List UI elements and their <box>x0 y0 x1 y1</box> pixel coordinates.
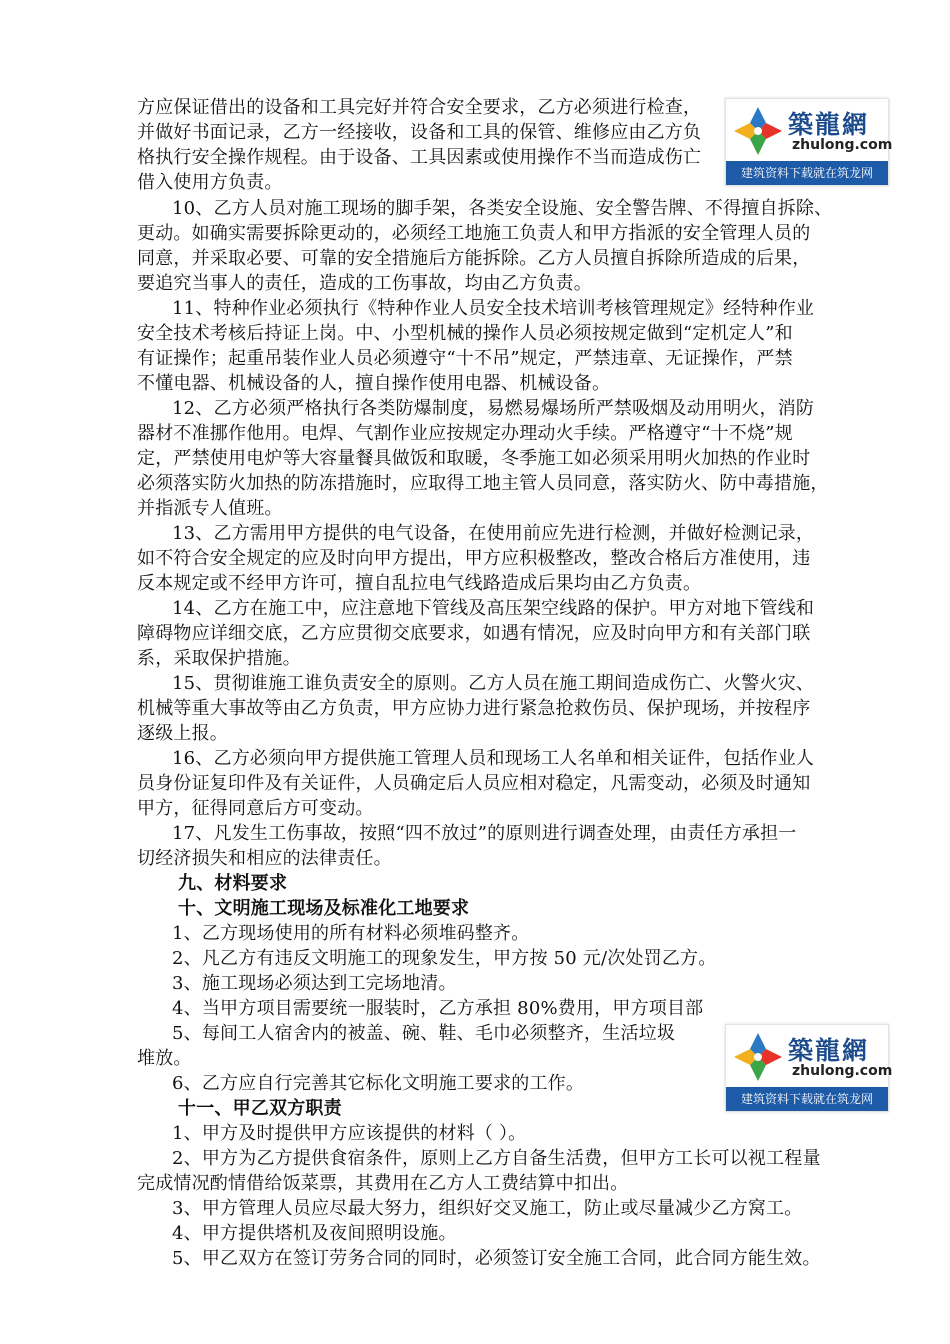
text-line: 堆放。 <box>137 1048 192 1069</box>
text-line: 4、当甲方项目需要统一服装时，乙方承担 80%费用，甲方项目部 <box>172 998 704 1019</box>
text-line: 格执行安全操作规程。由于设备、工具因素或使用操作不当而造成伤亡 <box>137 147 702 168</box>
text-line: 11、特种作业必须执行《特种作业人员安全技术培训考核管理规定》经特种作业 <box>172 298 815 319</box>
text-line: 要追究当事人的责任，造成的工伤事故，均由乙方负责。 <box>137 273 592 294</box>
section-heading: 十一、甲乙双方职责 <box>178 1098 342 1119</box>
text-line: 如不符合安全规定的应及时向甲方提出，甲方应积极整改，整改合格后方准使用，违 <box>137 548 811 569</box>
text-line: 反本规定或不经甲方许可，擅自乱拉电气线路造成后果均由乙方负责。 <box>137 573 702 594</box>
zhulong-watermark <box>725 1024 893 1112</box>
text-line: 障碍物应详细交底，乙方应贯彻交底要求，如遇有情况，应及时向甲方和有关部门联 <box>137 623 811 644</box>
text-line: 2、凡乙方有违反文明施工的现象发生，甲方按 50 元/次处罚乙方。 <box>172 948 717 969</box>
section-heading: 十、文明施工现场及标准化工地要求 <box>178 898 470 919</box>
text-line: 10、乙方人员对施工现场的脚手架，各类安全设施、安全警告牌、不得擅自拆除、 <box>172 198 833 219</box>
text-line: 14、乙方在施工中，应注意地下管线及高压架空线路的保护。甲方对地下管线和 <box>172 598 815 619</box>
watermark-brand-cn: 築龍網 <box>788 1036 870 1065</box>
zhulong-watermark <box>725 98 893 186</box>
text-line: 不懂电器、机械设备的人，擅自操作使用电器、机械设备。 <box>137 373 611 394</box>
text-line: 并指派专人值班。 <box>137 498 283 519</box>
text-line: 更动。如确实需要拆除更动的，必须经工地施工负责人和甲方指派的安全管理人员的 <box>137 223 811 244</box>
text-line: 12、乙方必须严格执行各类防爆制度，易燃易爆场所严禁吸烟及动用明火，消防 <box>172 398 815 419</box>
text-line: 1、甲方及时提供甲方应该提供的材料（ ）。 <box>172 1123 527 1144</box>
text-line: 员身份证复印件及有关证件，人员确定后人员应相对稳定，凡需变动，必须及时通知 <box>137 773 811 794</box>
text-line: 切经济损失和相应的法律责任。 <box>137 848 392 869</box>
watermark-brand-cn: 築龍網 <box>788 110 870 139</box>
watermark-slogan: 建筑资料下载就在筑龙网 <box>726 161 888 185</box>
text-line: 2、甲方为乙方提供食宿条件，原则上乙方自备生活费，但甲方工长可以视工程量 <box>172 1148 821 1169</box>
text-line: 方应保证借出的设备和工具完好并符合安全要求，乙方必须进行检查， <box>137 97 702 118</box>
text-line: 机械等重大事故等由乙方负责，甲方应协力进行紧急抢救伤员、保护现场，并按程序 <box>137 698 811 719</box>
section-heading: 九、材料要求 <box>178 873 288 894</box>
text-line: 17、凡发生工伤事故，按照“四不放过”的原则进行调查处理，由责任方承担一 <box>172 823 797 844</box>
text-line: 同意，并采取必要、可靠的安全措施后方能拆除。乙方人员擅自拆除所造成的后果， <box>137 248 811 269</box>
text-line: 3、施工现场必须达到工完场地清。 <box>172 973 457 994</box>
watermark-brand-en: zhulong.com <box>792 1063 893 1079</box>
watermark-brand-en: zhulong.com <box>792 137 893 153</box>
text-line: 借入使用方负责。 <box>137 172 283 193</box>
text-line: 系，采取保护措施。 <box>137 648 301 669</box>
text-line: 逐级上报。 <box>137 723 228 744</box>
watermark-slogan: 建筑资料下载就在筑龙网 <box>726 1087 888 1111</box>
text-line: 甲方，征得同意后方可变动。 <box>137 798 374 819</box>
text-line: 并做好书面记录，乙方一经接收，设备和工具的保管、维修应由乙方负 <box>137 122 702 143</box>
text-line: 安全技术考核后持证上岗。中、小型机械的操作人员必须按规定做到“定机定人”和 <box>137 323 793 344</box>
text-line: 4、甲方提供塔机及夜间照明设施。 <box>172 1223 457 1244</box>
text-line: 5、每间工人宿舍内的被盖、碗、鞋、毛巾必须整齐，生活垃圾 <box>172 1023 676 1044</box>
text-line: 15、贯彻谁施工谁负责安全的原则。乙方人员在施工期间造成伤亡、火警火灾、 <box>172 673 815 694</box>
text-line: 定，严禁使用电炉等大容量餐具做饭和取暖，冬季施工如必须采用明火加热的作业时 <box>137 448 811 469</box>
text-line: 完成情况酌情借给饭菜票，其费用在乙方人工费结算中扣出。 <box>137 1173 629 1194</box>
text-line: 必须落实防火加热的防冻措施时，应取得工地主管人员同意，落实防火、防中毒措施， <box>137 473 829 494</box>
text-line: 1、乙方现场使用的所有材料必须堆码整齐。 <box>172 923 530 944</box>
zhulong-logo-icon <box>732 1031 784 1083</box>
text-line: 6、乙方应自行完善其它标化文明施工要求的工作。 <box>172 1073 585 1094</box>
text-line: 3、甲方管理人员应尽最大努力，组织好交叉施工，防止或尽量减少乙方窝工。 <box>172 1198 803 1219</box>
text-line: 器材不准挪作他用。电焊、气割作业应按规定办理动火手续。严格遵守“十不烧”规 <box>137 423 793 444</box>
zhulong-logo-icon <box>732 105 784 157</box>
text-line: 16、乙方必须向甲方提供施工管理人员和现场工人名单和相关证件，包括作业人 <box>172 748 815 769</box>
text-line: 13、乙方需用甲方提供的电气设备，在使用前应先进行检测，并做好检测记录， <box>172 523 815 544</box>
text-line: 有证操作；起重吊装作业人员必须遵守“十不吊”规定，严禁违章、无证操作，严禁 <box>137 348 793 369</box>
text-line: 5、甲乙双方在签订劳务合同的同时，必须签订安全施工合同，此合同方能生效。 <box>172 1248 821 1269</box>
